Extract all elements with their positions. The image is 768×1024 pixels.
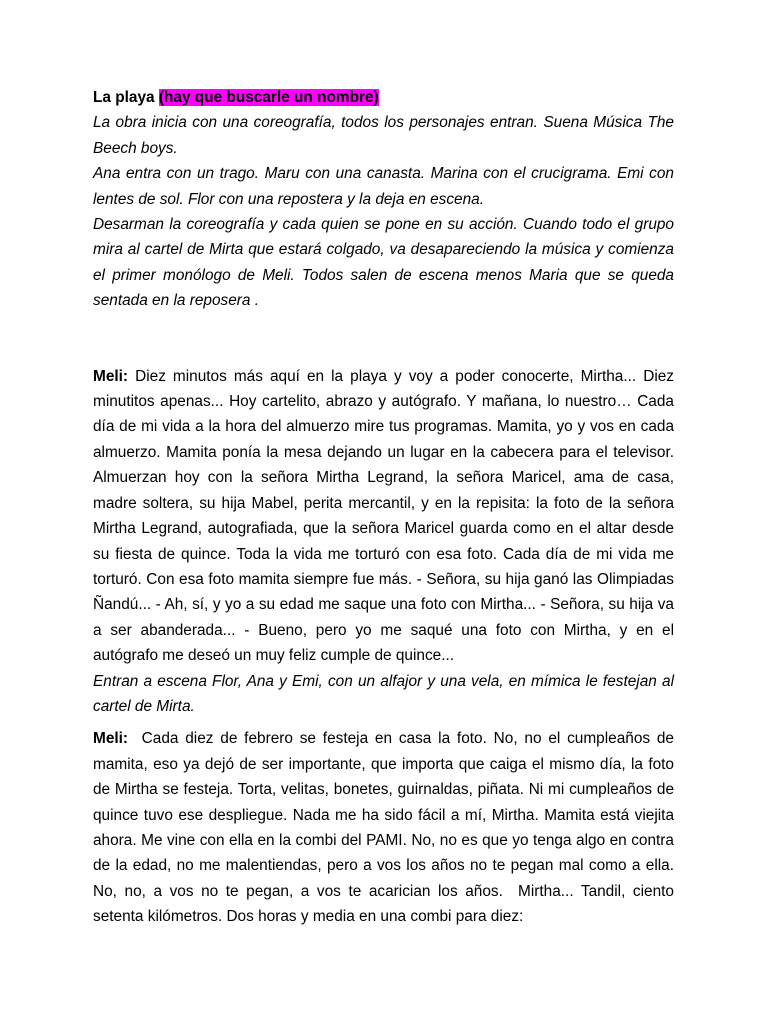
title-text: La playa — [93, 89, 155, 106]
stage-direction-intro: La obra inicia con una coreografía, todos los personajes entran. Suena Música The Beech boys. — [93, 114, 674, 157]
dialogue-paragraph-2 — [93, 726, 679, 929]
title-note-highlight: (hay que buscarle un nombre) — [158, 89, 379, 106]
stage-direction-action: Desarman la coreografía y cada quien se pone en su acción. Cuando todo el grupo mira al cartel de Mirta que estará colgado, va desapareciendo la música y comienza el primer monólogo de Meli. Todos salen de escena menos Maria que se queda sentada en la reposera . — [93, 216, 674, 310]
section-spacer — [93, 314, 674, 364]
speaker-label: Meli: — [93, 730, 129, 748]
scene-title — [93, 85, 674, 110]
dialogue-text: Cada diez de febrero se festeja en casa la foto. No, no el cumpleaños de mamita, eso ya dejó de ser importante, que importa que caiga el mismo día, la foto de Mirtha se festeja. Torta, velitas, bonetes, guirnaldas, piñata. Ni mi cumpleaños de quince tuvo ese despliegue. Nada me ha sido fácil a mí, Mirtha. Mamita está viejita ahora. Me vine con ella en la combi del PAMI. No, no es que yo tenga algo en contra de la edad, no me malentiendas, pero a vos los años no te pegan mal como a ella. No, no, a vos no te pegan, a vos te acarician los años. Mirtha... Tandil, ciento setenta kilómetros. Dos horas y media en una combi para diez: — [93, 730, 679, 926]
stage-direction-props: Ana entra con un trago. Maru con una canasta. Marina con el crucigrama. Emi con lentes de sol. Flor con una repostera y la deja en escena. — [93, 165, 674, 208]
speaker-label: Meli: — [93, 367, 129, 385]
dialogue-text: Diez minutos más aquí en la playa y voy a poder conocerte, Mirtha... Diez minutitos apenas... Hoy cartelito, abrazo y autógrafo. Y mañana, lo nuestro… Cada día de mi vida a la hora del almuerzo mire tus programas. Mamita, yo y vos en cada almuerzo. Mamita ponía la mesa dejando un lugar en la cabecera para el televisor. Almuerzan hoy con la señora Mirtha Legrand, la señora Maricel, ama de casa, madre soltera, su hija Mabel, perita mercantil, y en la repisita: la foto de la señora Mirtha Legrand, autografiada, que la señora Maricel guarda como en el altar desde su fiesta de quince. Toda la vida me torturó con esa foto. Cada día de mi vida me torturó. Con esa foto mamita siempre fue más. - Señora, su hija ganó las Olimpiadas Ñandú... - Ah, sí, y yo a su edad me saque una foto con Mirtha... - Señora, su hija va a ser abanderada... - Bueno, pero yo me saqué una foto con Mirtha, y en el autógrafo me deseó un muy feliz cumple de quince... — [93, 367, 674, 665]
paragraph-spacer — [93, 719, 674, 726]
stage-direction-entrance: Entran a escena Flor, Ana y Emi, con un alfajor y una vela, en mímica le festejan al cartel de Mirta. — [93, 672, 674, 715]
dialogue-paragraph-1 — [93, 364, 674, 669]
